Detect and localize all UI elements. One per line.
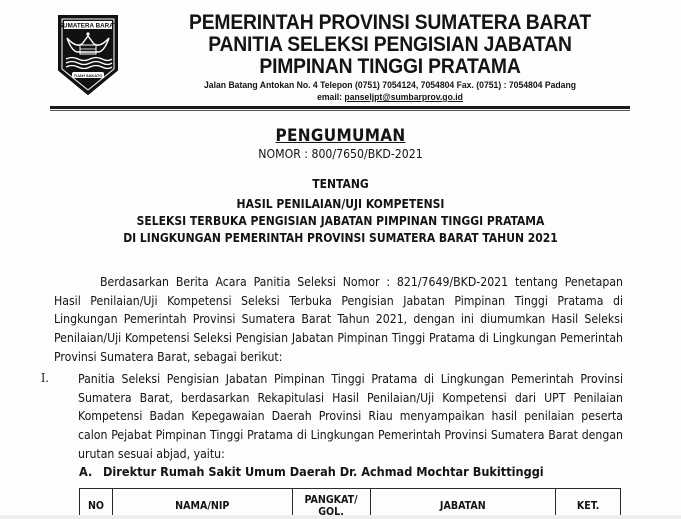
letterhead-line-2: PANITIA SELEKSI PENGISIAN JABATAN [208, 33, 572, 56]
announcement-number: NOMOR : 800/7650/BKD-2021 [258, 147, 423, 161]
column-header-position: JABATAN [370, 489, 556, 516]
section-heading [79, 464, 544, 479]
announcement-about: TENTANG [312, 177, 369, 191]
svg-text:TUAH SAKATO: TUAH SAKATO [73, 72, 103, 78]
subject-line-1: HASIL PENILAIAN/UJI KOMPETENSI [236, 197, 445, 211]
viewer-bottom-edge [0, 515, 681, 519]
email-label: email: [317, 91, 343, 102]
svg-text:SUMATERA BARAT: SUMATERA BARAT [58, 22, 118, 30]
subject-line-2: SELEKSI TERBUKA PENGISIAN JABATAN PIMPINAN TINGGI PRATAMA [136, 214, 545, 228]
email-link[interactable]: panseljpt@sumbarprov.go.id [344, 91, 463, 102]
column-header-notes: KET. [556, 489, 621, 516]
letterhead-email-line [178, 91, 601, 102]
opening-paragraph: Berdasarkan Berita Acara Panitia Seleksi Nomor : 821/7649/BKD-2021 tentang Penetapan Hasil Penilaian/Uji Kompetensi Seleksi Terbuka Pengisian Jabatan Pimpinan Tinggi Pratama di Lingkungan Pemerintah Provinsi Sumatera Barat Tahun 2021, dengan ini diumumkan Hasil Seleksi Penilaian/Uji Kompetensi Seleksi Pengisian Jabatan Pimpinan Tinggi Pratama di Lingkungan Pemerintah Provinsi Sumatera Barat, sebagai berikut: [54, 275, 623, 364]
letterhead [160, 12, 620, 102]
letterhead-divider-thin [50, 110, 630, 111]
subject-line-3: DI LINGKUNGAN PEMERINTAH PROVINSI SUMATERA BARAT TAHUN 2021 [123, 231, 558, 245]
column-header-name-nip: NAMA/NIP [112, 489, 292, 516]
letterhead-divider-thick [50, 106, 630, 109]
section-label: A. [79, 464, 93, 479]
column-header-rank: PANGKAT/ GOL. [292, 489, 370, 516]
section-title: Direktur Rumah Sakit Umum Daerah Dr. Achmad Mochtar Bukittinggi [103, 464, 544, 479]
table-header-row [80, 489, 621, 516]
column-header-no: NO [80, 489, 113, 516]
letterhead-address: Jalan Batang Antokan No. 4 Telepon (0751) 7054124, 7054804 Fax. (0751) : 7054804 Padang [203, 79, 576, 90]
letterhead-line-3: PIMPINAN TINGGI PRATAMA [259, 55, 521, 78]
letterhead-line-1: PEMERINTAH PROVINSI SUMATERA BARAT [189, 11, 591, 34]
results-table [79, 488, 621, 515]
sumatera-barat-emblem-icon [56, 14, 120, 96]
item-numeral: I. [41, 371, 49, 385]
announcement-title: PENGUMUMAN [275, 126, 406, 146]
item-text: Panitia Seleksi Pengisian Jabatan Pimpinan Tinggi Pratama di Lingkungan Pemerintah Provinsi Sumatera Barat, berdasarkan Rekapitulasi Hasil Penilaian/Uji Kompetensi dari UPT Penilaian Kompetensi Badan Kepegawaian Daerah Provinsi Riau menyampaikan hasil penilaian peserta calon Pejabat Pimpinan Tinggi Pratama di Lingkungan Pemerintah Provinsi Sumatera Barat dengan urutan sesuai abjad, yaitu: [78, 372, 623, 461]
